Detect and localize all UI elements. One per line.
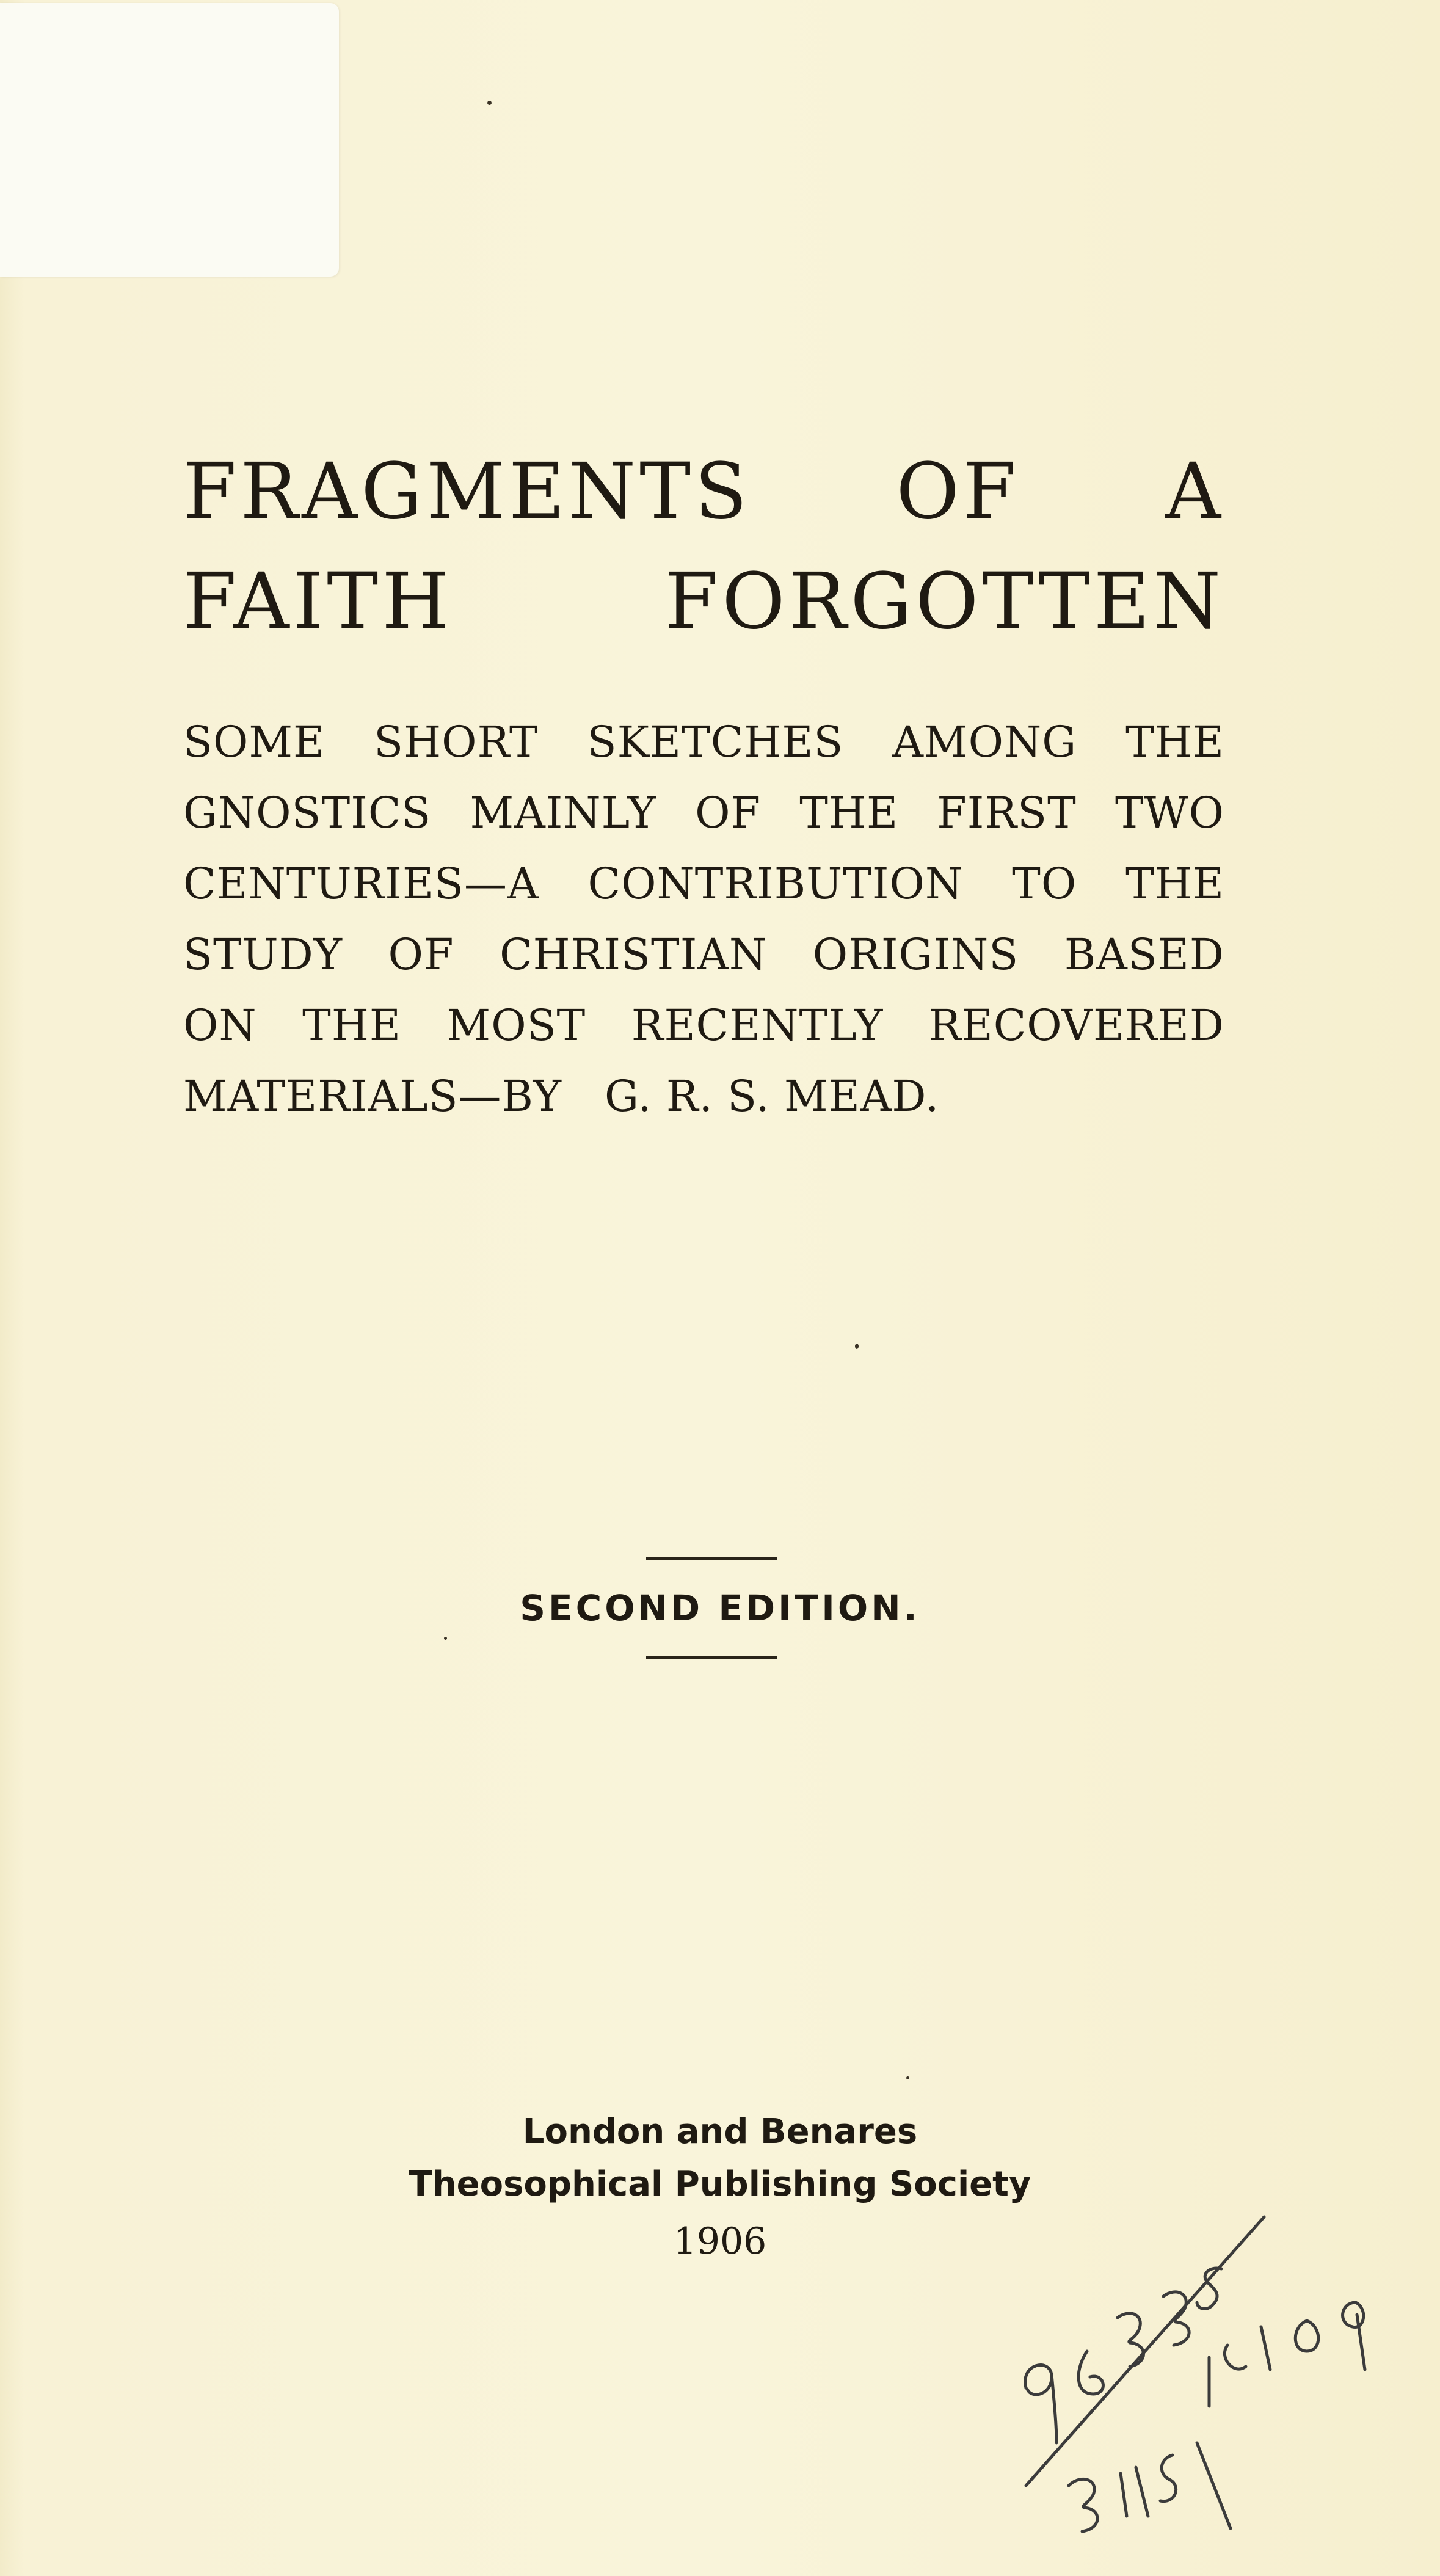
paper-speck bbox=[444, 1637, 447, 1640]
subtitle-line-6 bbox=[183, 1071, 1224, 1121]
subtitle-line-5: ON THE MOST RECENTLY RECOVERED bbox=[183, 1000, 1224, 1050]
imprint-year: 1906 bbox=[673, 2220, 767, 2263]
handwritten-accession-note bbox=[1014, 2211, 1405, 2553]
edition-rule-top bbox=[646, 1557, 777, 1560]
subtitle-line-3: CENTURIES—A CONTRIBUTION TO THE bbox=[183, 859, 1224, 909]
imprint-place: London and Benares bbox=[522, 2112, 918, 2152]
edition-label: SECOND EDITION. bbox=[520, 1587, 920, 1629]
book-title-line-1: FRAGMENTS OF A bbox=[183, 446, 1224, 536]
subtitle-materials-by: MATERIALS—BY bbox=[183, 1071, 562, 1121]
subtitle-line-4: STUDY OF CHRISTIAN ORIGINS BASED bbox=[183, 930, 1224, 980]
subtitle-line-2: GNOSTICS MAINLY OF THE FIRST TWO bbox=[183, 788, 1224, 838]
imprint-publisher: Theosophical Publishing Society bbox=[409, 2164, 1031, 2204]
book-title-line-2: FAITH FORGOTTEN bbox=[183, 556, 1224, 646]
edition-rule-bottom bbox=[646, 1656, 777, 1659]
paper-speck bbox=[487, 101, 492, 105]
paper-speck bbox=[906, 2076, 909, 2079]
author-name: G. R. S. MEAD. bbox=[604, 1071, 940, 1121]
subtitle-line-1: SOME SHORT SKETCHES AMONG THE bbox=[183, 717, 1224, 767]
paper-speck bbox=[855, 1344, 859, 1349]
library-sticker bbox=[0, 3, 339, 277]
